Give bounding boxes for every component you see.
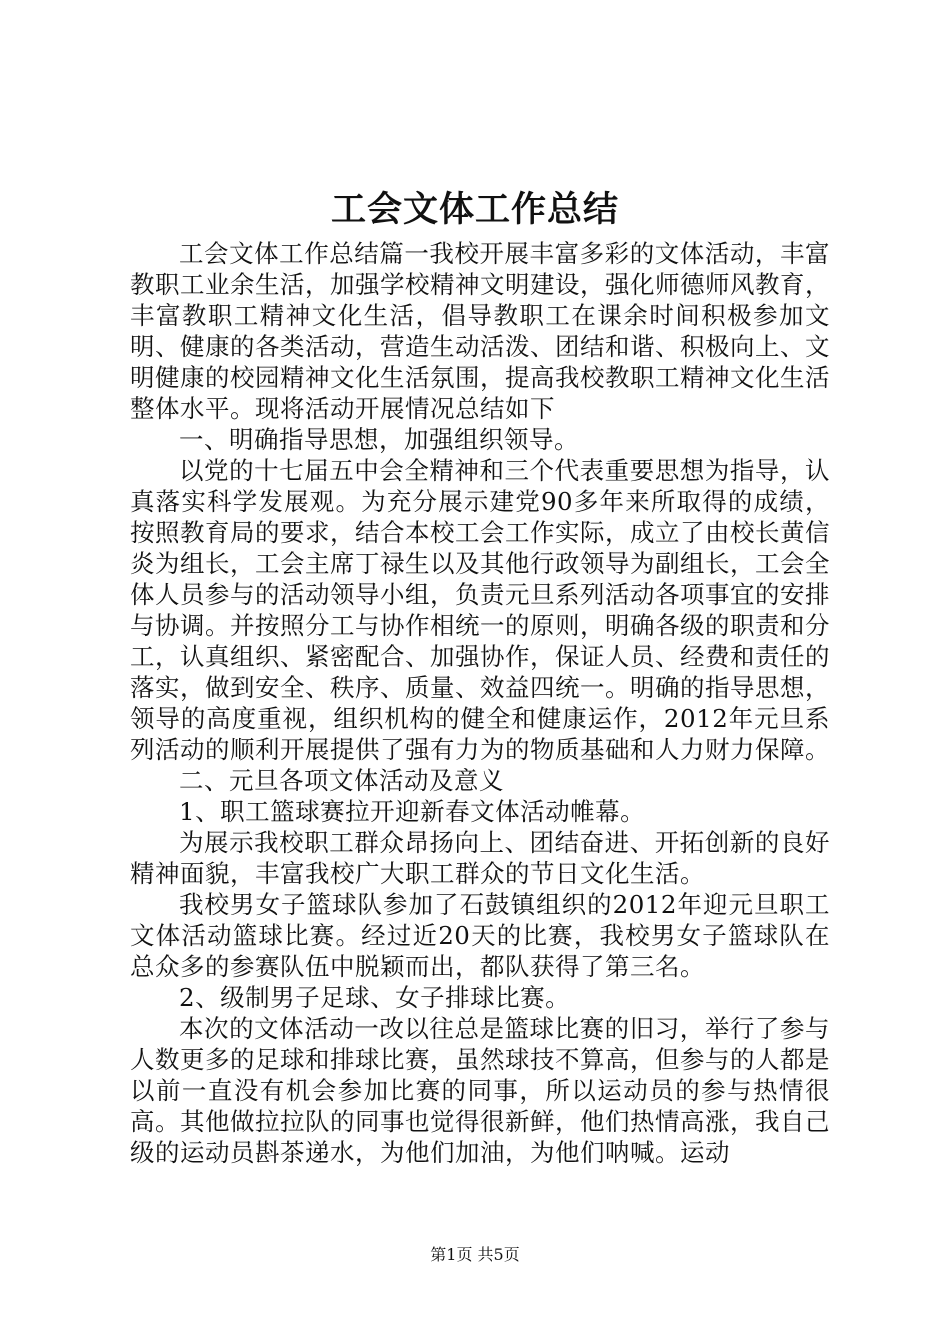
paragraph-section-1: 以党的十七届五中会全精神和三个代表重要思想为指导，认真落实科学发展观。为充分展示建党90多年来所取得的成绩，按照教育局的要求，结合本校工会工作实际，成立了由校长黄信炎为组长，工会主席丁禄生以及其他行政领导为副组长，工会全体人员参与的活动领导小组，负责元旦系列活动各项事宜的安排与协调。并按照分工与协作相统一的原则，明确各级的职责和分工，认真组织、紧密配合、加强协作，保证人员、经费和责任的落实，做到安全、秩序、质量、效益四统一。明确的指导思想，领导的高度重视，组织机构的健全和健康运作，2012年元旦系列活动的顺利开展提供了强有力为的物质基础和人力财力保障。 <box>130 456 830 764</box>
paragraph-football-volleyball: 本次的文体活动一改以往总是篮球比赛的旧习，举行了参与人数更多的足球和排球比赛，虽然球技不算高，但参与的人都是以前一直没有机会参加比赛的同事，所以运动员的参与热情很高。其他做拉拉队的同事也觉得很新鲜，他们热情高涨，我自己级的运动员斟茶递水，为他们加油，为他们呐喊。运动 <box>130 1014 830 1167</box>
document-body <box>130 238 830 1168</box>
paragraph-basketball-result: 我校男女子篮球队参加了石鼓镇组织的2012年迎元旦职工文体活动篮球比赛。经过近20天的比赛，我校男女子篮球队在总众多的参赛队伍中脱颖而出，都队获得了第三名。 <box>130 890 830 981</box>
paragraph-intro: 工会文体工作总结篇一我校开展丰富多彩的文体活动，丰富教职工业余生活，加强学校精神文明建设，强化师德师风教育，丰富教职工精神文化生活，倡导教职工在课余时间积极参加文明、健康的各类活动，营造生动活泼、团结和谐、积极向上、文明健康的校园精神文化生活氛围，提高我校教职工精神文化生活整体水平。现将活动开展情况总结如下 <box>130 239 830 423</box>
section-heading-2: 二、元旦各项文体活动及意义 <box>179 766 504 795</box>
section-heading-1: 一、明确指导思想，加强组织领导。 <box>179 425 579 454</box>
paragraph-basketball-purpose: 为展示我校职工群众昂扬向上、团结奋进、开拓创新的良好精神面貌，丰富我校广大职工群众的节日文化生活。 <box>130 828 830 888</box>
subsection-heading-1: 1、职工篮球赛拉开迎新春文体活动帷幕。 <box>179 797 646 826</box>
subsection-heading-2: 2、级制男子足球、女子排球比赛。 <box>179 983 571 1012</box>
page-footer: 第1页 共5页 <box>430 1245 520 1264</box>
document-title: 工会文体工作总结 <box>330 189 619 230</box>
